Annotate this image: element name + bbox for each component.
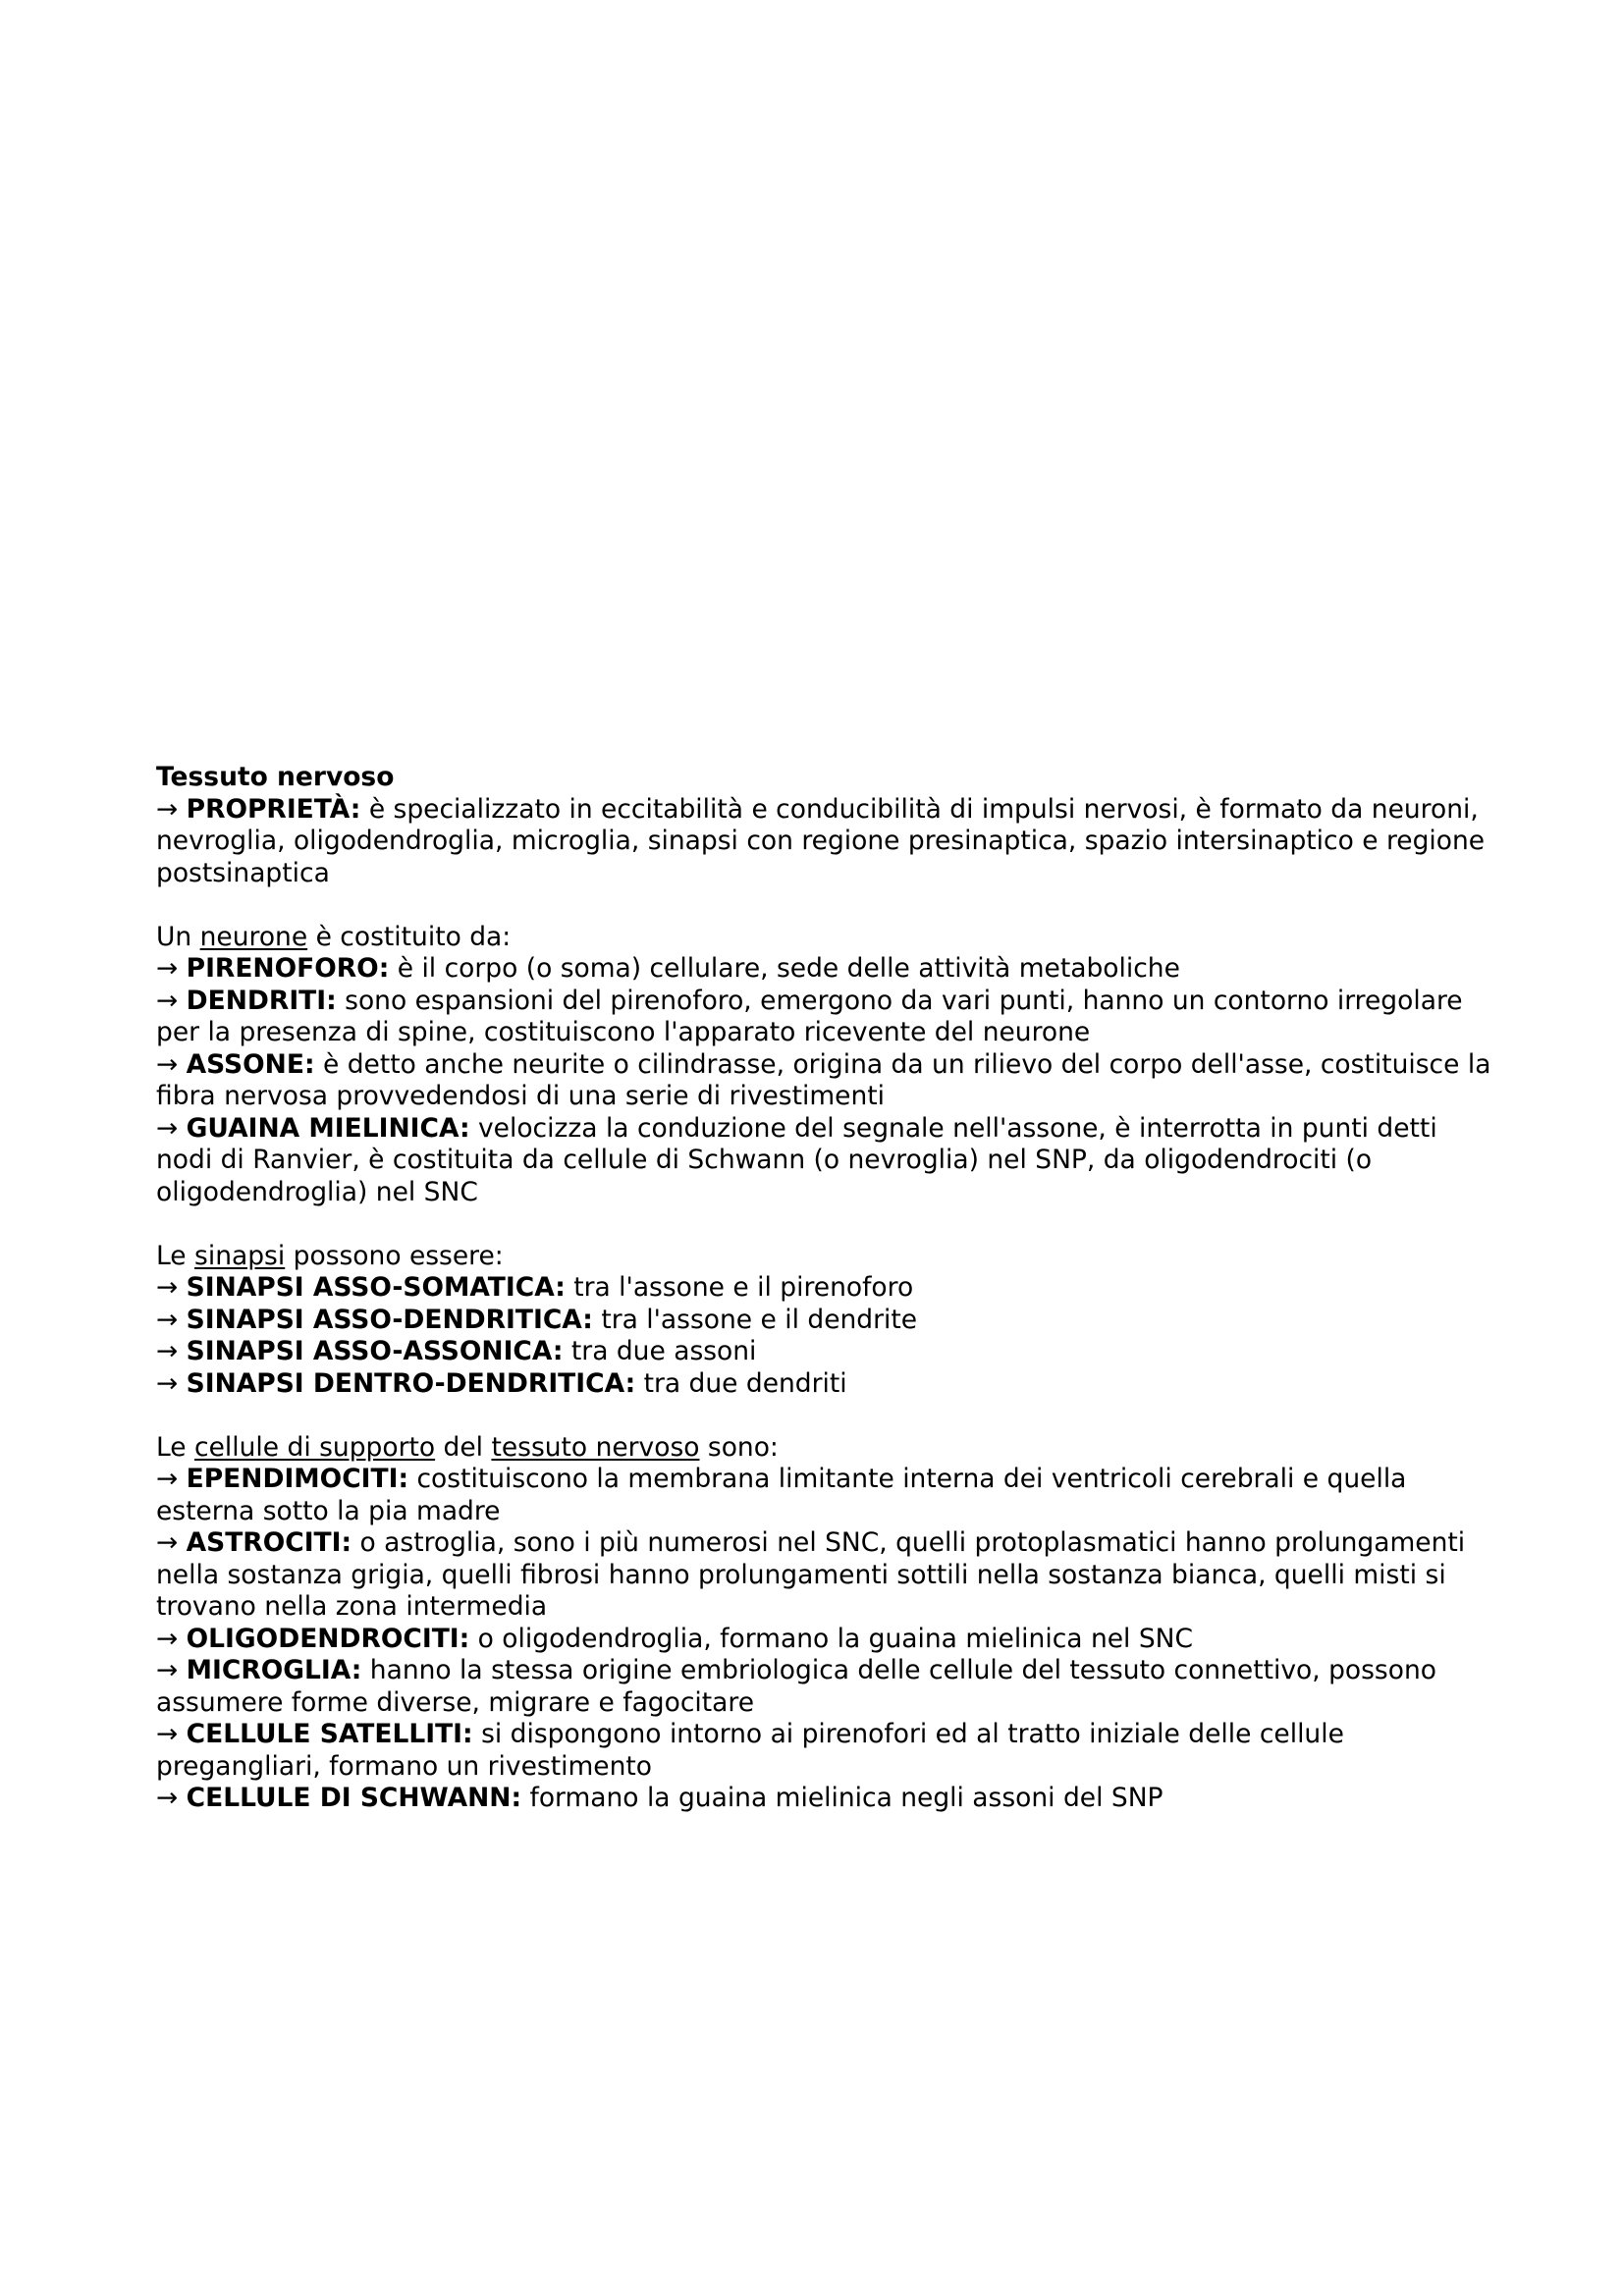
neurone-intro-post: è costituito da: — [307, 921, 512, 952]
neurone-term: neurone — [199, 921, 308, 952]
paragraph-spacer — [156, 889, 1491, 922]
sinapsi-item — [156, 1368, 1491, 1401]
arrow-glyph: → — [156, 1304, 187, 1335]
arrow-glyph: → — [156, 1527, 187, 1558]
supporto-item — [156, 1783, 1491, 1815]
paragraph-spacer — [156, 1208, 1491, 1241]
tessuto-nervoso-term: tessuto nervoso — [491, 1431, 700, 1463]
supporto-item-text: o astroglia, sono i più numerosi nel SNC, quelli protoplasmatici hanno prolungamenti nella sostanza grigia, quelli fibrosi hanno prolungamenti sottili nella sostanza bianca, quelli misti si trovano nella zona intermedia — [156, 1527, 1466, 1622]
neurone-item-label: DENDRITI: — [186, 985, 337, 1016]
supporto-item-label: ASTROCITI: — [186, 1527, 352, 1558]
arrow-glyph: → — [156, 1655, 187, 1685]
arrow-glyph: → — [156, 1112, 187, 1144]
sinapsi-item — [156, 1272, 1491, 1305]
supporto-item-label: EPENDIMOCITI: — [186, 1464, 409, 1494]
supporto-intro — [156, 1432, 1491, 1465]
proprieta-text: è specializzato in eccitabilità e conducibilità di impulsi nervosi, è formato da neuroni, nevroglia, oligodendroglia, microglia, sinapsi con regione presinaptica, spazio intersinaptico e regione postsinaptica — [156, 793, 1486, 888]
document-title: Tessuto nervoso — [156, 762, 395, 792]
arrow-glyph: → — [156, 1367, 187, 1399]
arrow-glyph: → — [156, 1272, 187, 1303]
sinapsi-item-text: tra due assoni — [563, 1336, 757, 1366]
arrow-glyph: → — [156, 1336, 187, 1366]
arrow-glyph: → — [156, 1464, 187, 1494]
sinapsi-item-label: SINAPSI DENTRO-DENDRITICA: — [186, 1367, 636, 1399]
arrow-glyph: → — [156, 793, 187, 825]
sinapsi-item-text: tra l'assone e il dendrite — [592, 1304, 918, 1335]
neurone-item-text: è detto anche neurite o cilindrasse, origina da un rilievo del corpo dell'asse, costituisce la fibra nervosa provvedendosi di una serie di rivestimenti — [156, 1048, 1491, 1111]
neurone-item-text: è il corpo (o soma) cellulare, sede delle attività metaboliche — [389, 953, 1180, 984]
supporto-item-text: costituiscono la membrana limitante interna dei ventricoli cerebrali e quella esterna sotto la pia madre — [156, 1464, 1407, 1526]
supporto-intro-mid: del — [435, 1431, 492, 1463]
supporto-intro-pre: Le — [156, 1431, 195, 1463]
arrow-glyph: → — [156, 985, 187, 1016]
neurone-item-pirenoforo — [156, 953, 1491, 986]
neurone-item-guaina — [156, 1113, 1491, 1209]
sinapsi-item-label: SINAPSI ASSO-ASSONICA: — [186, 1336, 564, 1366]
neurone-item-text: velocizza la conduzione del segnale nell'assone, è interrotta in punti detti nodi di Ranvier, è costituita da cellule di Schwann (o nevroglia) nel SNP, da oligodendrociti (o oligodendroglia) nel SNC — [156, 1112, 1437, 1207]
sinapsi-intro — [156, 1241, 1491, 1273]
proprieta-paragraph — [156, 794, 1491, 890]
sinapsi-item-label: SINAPSI ASSO-SOMATICA: — [186, 1272, 566, 1303]
supporto-item-label: OLIGODENDROCITI: — [186, 1623, 470, 1654]
cellule-supporto-term: cellule di supporto — [194, 1431, 436, 1463]
arrow-glyph: → — [156, 1048, 187, 1080]
supporto-item — [156, 1655, 1491, 1719]
supporto-item — [156, 1527, 1491, 1624]
sinapsi-item — [156, 1336, 1491, 1368]
supporto-item-label: CELLULE SATELLITI: — [186, 1719, 473, 1749]
supporto-item — [156, 1464, 1491, 1527]
neurone-item-assone — [156, 1049, 1491, 1113]
paragraph-spacer — [156, 1400, 1491, 1432]
sinapsi-item — [156, 1305, 1491, 1337]
sinapsi-term: sinapsi — [194, 1240, 286, 1271]
neurone-item-dendriti — [156, 986, 1491, 1049]
supporto-item-text: si dispongono intorno ai pirenofori ed al tratto iniziale delle cellule pregangliari, formano un rivestimento — [156, 1719, 1344, 1782]
supporto-item-text: formano la guaina mielinica negli assoni del SNP — [521, 1783, 1163, 1813]
neurone-intro — [156, 922, 1491, 954]
proprieta-label: PROPRIETÀ: — [186, 793, 361, 825]
neurone-item-label: ASSONE: — [186, 1048, 315, 1080]
neurone-item-text: sono espansioni del pirenoforo, emergono da vari punti, hanno un contorno irregolare per la presenza di spine, costituiscono l'apparato ricevente del neurone — [156, 985, 1463, 1047]
sinapsi-item-text: tra due dendriti — [635, 1367, 847, 1399]
supporto-item-text: o oligodendroglia, formano la guaina mielinica nel SNC — [469, 1623, 1193, 1654]
sinapsi-intro-pre: Le — [156, 1240, 195, 1271]
supporto-intro-post: sono: — [699, 1431, 779, 1463]
arrow-glyph: → — [156, 953, 187, 984]
arrow-glyph: → — [156, 1623, 187, 1654]
supporto-item — [156, 1719, 1491, 1783]
supporto-item-text: hanno la stessa origine embriologica delle cellule del tessuto connettivo, possono assumere forme diverse, migrare e fagocitare — [156, 1655, 1436, 1718]
neurone-intro-pre: Un — [156, 921, 200, 952]
supporto-item — [156, 1624, 1491, 1656]
neurone-item-label: PIRENOFORO: — [186, 953, 390, 984]
document-body — [156, 762, 1491, 1815]
supporto-item-label: CELLULE DI SCHWANN: — [186, 1783, 522, 1813]
neurone-item-label: GUAINA MIELINICA: — [186, 1112, 470, 1144]
supporto-item-label: MICROGLIA: — [186, 1655, 362, 1685]
sinapsi-intro-post: possono essere: — [285, 1240, 504, 1271]
sinapsi-item-text: tra l'assone e il pirenoforo — [565, 1272, 914, 1303]
sinapsi-item-label: SINAPSI ASSO-DENDRITICA: — [186, 1304, 593, 1335]
arrow-glyph: → — [156, 1783, 187, 1813]
arrow-glyph: → — [156, 1719, 187, 1749]
